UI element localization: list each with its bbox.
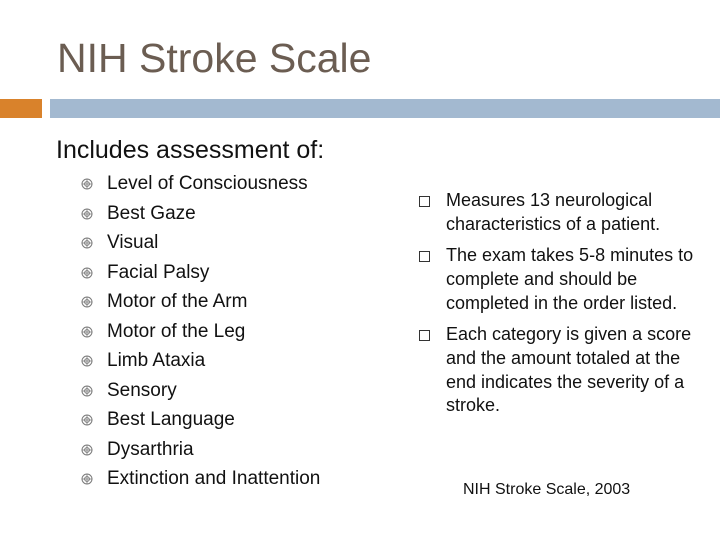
target-bullet-icon <box>81 267 93 279</box>
accent-band-blue <box>50 99 720 118</box>
square-bullet-icon <box>419 251 430 262</box>
target-bullet-icon <box>81 237 93 249</box>
note-text: The exam takes 5-8 minutes to complete and should be completed in the order listed. <box>446 245 694 313</box>
list-item-label: Facial Palsy <box>107 261 210 283</box>
list-item-label: Limb Ataxia <box>107 350 206 371</box>
square-bullet-icon <box>419 330 430 341</box>
target-bullet-icon <box>81 178 93 190</box>
note-text: Each category is given a score and the amount totaled at the end indicates the severity of a stroke. <box>446 324 692 416</box>
target-bullet-icon <box>81 473 93 485</box>
list-item-label: Extinction and Inattention <box>107 468 321 489</box>
list-item <box>81 317 320 347</box>
list-item <box>81 199 320 229</box>
slide-title: NIH Stroke Scale <box>57 35 372 81</box>
target-bullet-icon <box>81 444 93 456</box>
list-item-label: Motor of the Arm <box>107 291 248 312</box>
list-item <box>81 405 320 435</box>
target-bullet-icon <box>81 296 93 308</box>
list-item <box>81 376 320 406</box>
assessment-list <box>81 169 320 494</box>
list-item-label: Motor of the Leg <box>107 320 246 342</box>
accent-band-orange <box>0 99 42 118</box>
list-item <box>81 228 320 258</box>
list-item-label: Best Gaze <box>107 202 196 224</box>
target-bullet-icon <box>81 414 93 426</box>
list-item-label: Best Language <box>107 409 235 430</box>
note-item <box>419 189 714 236</box>
list-item <box>81 435 320 465</box>
note-item <box>419 323 714 418</box>
target-bullet-icon <box>81 208 93 220</box>
list-item <box>81 464 320 494</box>
target-bullet-icon <box>81 355 93 367</box>
list-item-label: Visual <box>107 232 159 253</box>
citation: NIH Stroke Scale, 2003 <box>463 481 631 498</box>
list-item <box>81 287 320 317</box>
note-item <box>419 244 714 323</box>
list-item <box>81 346 320 376</box>
list-item <box>81 258 320 288</box>
slide-subtitle: Includes assessment of: <box>56 136 325 164</box>
list-item-label: Sensory <box>107 379 177 401</box>
note-text: Measures 13 neurological characteristics of a patient. <box>446 190 661 234</box>
list-item-label: Dysarthria <box>107 438 194 460</box>
target-bullet-icon <box>81 326 93 338</box>
target-bullet-icon <box>81 385 93 397</box>
list-item-label: Level of Consciousness <box>107 173 308 194</box>
notes-list <box>419 189 714 418</box>
list-item <box>81 169 320 199</box>
square-bullet-icon <box>419 196 430 207</box>
